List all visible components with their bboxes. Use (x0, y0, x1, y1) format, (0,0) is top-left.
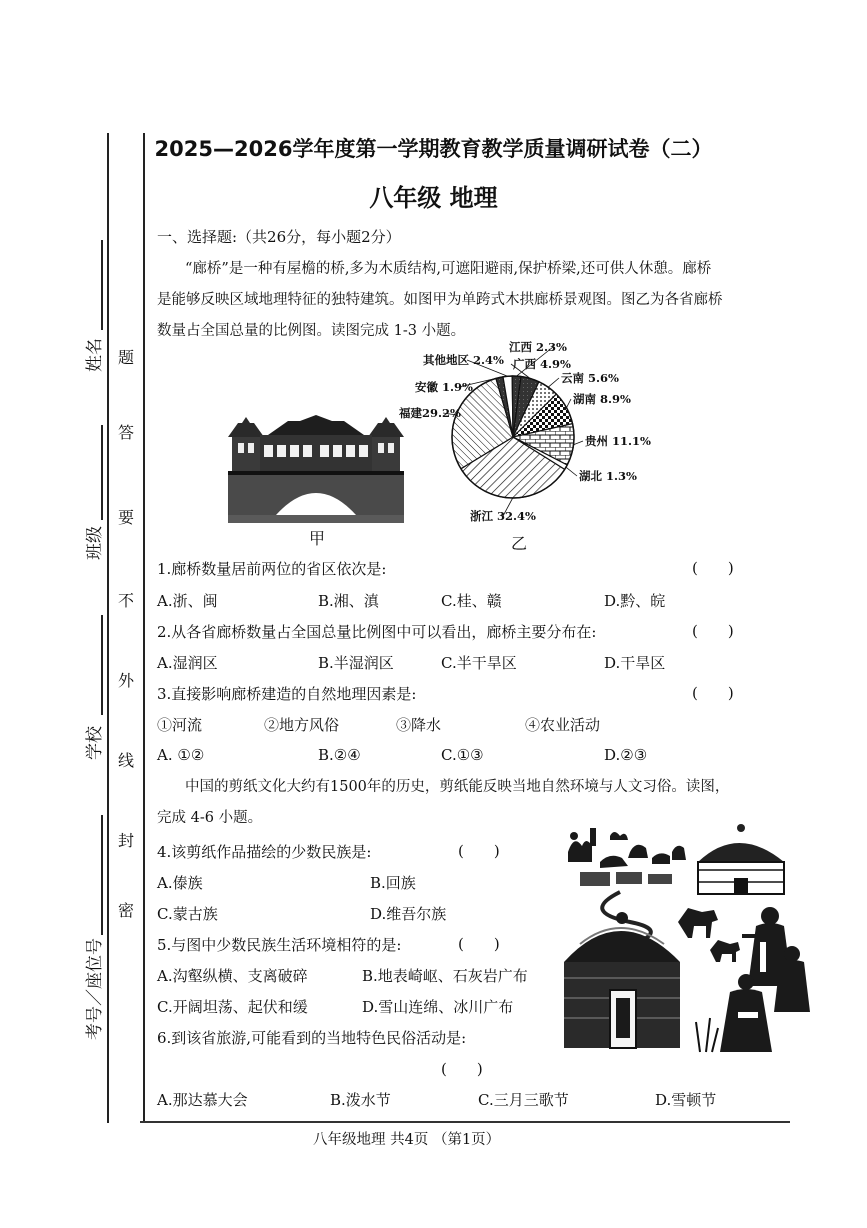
q1-option-c[interactable]: C.桂、赣 (441, 592, 502, 610)
binding-line-inner (143, 133, 145, 1123)
q2-option-d[interactable]: D.干旱区 (604, 654, 666, 672)
q6-option-a[interactable]: A.那达慕大会 (157, 1091, 248, 1109)
question-6-stem: 6.到该省旅游,可能看到的当地特色民俗活动是: (157, 1029, 467, 1047)
q5-option-a[interactable]: A.沟壑纵横、支离破碎 (157, 967, 308, 985)
q1-option-a[interactable]: A.浙、闽 (157, 592, 218, 610)
field-school-label: 学校 (85, 726, 105, 760)
q4-option-b[interactable]: B.回族 (370, 874, 416, 892)
pie-leader-line (567, 399, 572, 408)
pie-label: 湖南 8.9% (573, 392, 631, 406)
section1-intro (157, 254, 777, 347)
intro-line: 数量占全国总量的比例图。读图完成 1-3 小题。 (157, 323, 466, 339)
question-1-stem: 1.廊桥数量居前两位的省区依次是: (157, 560, 387, 578)
field-school-line[interactable] (101, 615, 103, 715)
covered-bridge-illustration (228, 415, 404, 523)
q1-option-b[interactable]: B.湘、滇 (318, 592, 379, 610)
q1-option-d[interactable]: D.黔、皖 (604, 592, 666, 610)
seal-char: 题 (118, 348, 135, 367)
page-footer: 八年级地理 共4页 （第1页） (313, 1132, 501, 1148)
answer-paren-5[interactable]: ( ) (458, 935, 500, 953)
q2-option-a[interactable]: A.湿润区 (157, 654, 218, 672)
seal-char: 外 (118, 671, 135, 690)
q3-item: ②地方风俗 (264, 716, 340, 734)
footer-rule (140, 1121, 790, 1123)
intro-line: 是能够反映区域地理特征的独特建筑。如图甲为单跨式木拱廊桥景观图。图乙为各省廊桥 (157, 292, 723, 308)
q6-option-d[interactable]: D.雪顿节 (655, 1091, 717, 1109)
q3-option-b[interactable]: B.②④ (318, 746, 361, 764)
figure-a-label: 甲 (309, 529, 326, 548)
answer-paren-3[interactable]: ( ) (692, 684, 734, 702)
pie-label: 广西 4.9% (513, 357, 571, 371)
pie-leader-line (574, 441, 584, 445)
seal-char: 封 (118, 831, 135, 850)
pie-label: 浙江 32.4% (470, 509, 536, 523)
q3-item: ①河流 (157, 716, 203, 734)
seal-char: 要 (118, 508, 135, 527)
seal-char: 不 (118, 591, 135, 610)
q3-option-a[interactable]: A. ①② (157, 746, 205, 764)
exam-title: 2025—2026学年度第一学期教育教学质量调研试卷（二） (154, 137, 713, 161)
q6-option-c[interactable]: C.三月三歌节 (478, 1091, 569, 1109)
pie-label: 福建29.2% (399, 406, 461, 420)
seal-char: 答 (118, 423, 135, 442)
q5-option-d[interactable]: D.雪山连绵、冰川广布 (362, 998, 514, 1016)
field-class-label: 班级 (85, 526, 105, 560)
question-2-stem: 2.从各省廊桥数量占全国总量比例图中可以看出，廊桥主要分布在: (157, 623, 597, 641)
pie-label: 其他地区 2.4% (423, 353, 504, 367)
answer-paren-1[interactable]: ( ) (692, 559, 734, 577)
field-class-line[interactable] (101, 425, 103, 520)
q3-option-d[interactable]: D.②③ (604, 746, 648, 764)
q6-option-b[interactable]: B.泼水节 (330, 1091, 391, 1109)
q4-option-c[interactable]: C.蒙古族 (157, 905, 218, 923)
section1-heading: 一、选择题:（共26分，每小题2分） (157, 228, 401, 246)
intro-line: “廊桥”是一种有屋檐的桥,多为木质结构,可遮阳避雨,保护桥梁,还可供人休憩。廊桥 (185, 261, 712, 277)
q3-option-c[interactable]: C.①③ (441, 746, 484, 764)
pie-label: 云南 5.6% (561, 371, 619, 385)
answer-paren-2[interactable]: ( ) (692, 622, 734, 640)
q2-option-c[interactable]: C.半干旱区 (441, 654, 517, 672)
pie-label: 安徽 1.9% (415, 380, 473, 394)
pie-label: 贵州 11.1% (585, 434, 651, 448)
seal-char: 密 (118, 901, 135, 920)
binding-line-outer (107, 133, 109, 1123)
question-4-stem: 4.该剪纸作品描绘的少数民族是: (157, 843, 372, 861)
pie-leader-line (548, 378, 559, 387)
q3-item: ③降水 (396, 716, 442, 734)
figure-b-label: 乙 (511, 534, 528, 553)
exam-subtitle: 八年级 地理 (369, 184, 498, 212)
intro-line: 完成 4-6 小题。 (157, 810, 263, 826)
q2-option-b[interactable]: B.半湿润区 (318, 654, 394, 672)
q4-option-d[interactable]: D.维吾尔族 (370, 905, 447, 923)
q5-option-b[interactable]: B.地表崎岖、石灰岩广布 (362, 967, 528, 985)
intro-line: 中国的剪纸文化大约有1500年的历史，剪纸能反映当地自然环境与人文习俗。读图， (185, 779, 730, 795)
field-seat-label: 考号／座位号 (85, 938, 105, 1040)
answer-paren-6[interactable]: ( ) (441, 1060, 483, 1078)
field-name-label: 姓名 (85, 338, 105, 372)
paper-cut-illustration (560, 822, 812, 1072)
q5-option-c[interactable]: C.开阔坦荡、起伏和缓 (157, 998, 308, 1016)
pie-label: 湖北 1.3% (579, 469, 637, 483)
seal-char: 线 (118, 751, 135, 770)
field-name-line[interactable] (101, 240, 103, 330)
q3-item: ④农业活动 (525, 716, 601, 734)
answer-paren-4[interactable]: ( ) (458, 842, 500, 860)
question-5-stem: 5.与图中少数民族生活环境相符的是: (157, 936, 402, 954)
pie-label: 江西 2.3% (509, 340, 567, 354)
field-seat-line[interactable] (101, 815, 103, 935)
q4-option-a[interactable]: A.傣族 (157, 874, 203, 892)
pie-chart-provinces (395, 335, 655, 530)
question-3-stem: 3.直接影响廊桥建造的自然地理因素是: (157, 685, 417, 703)
pie-leader-line (566, 467, 577, 476)
